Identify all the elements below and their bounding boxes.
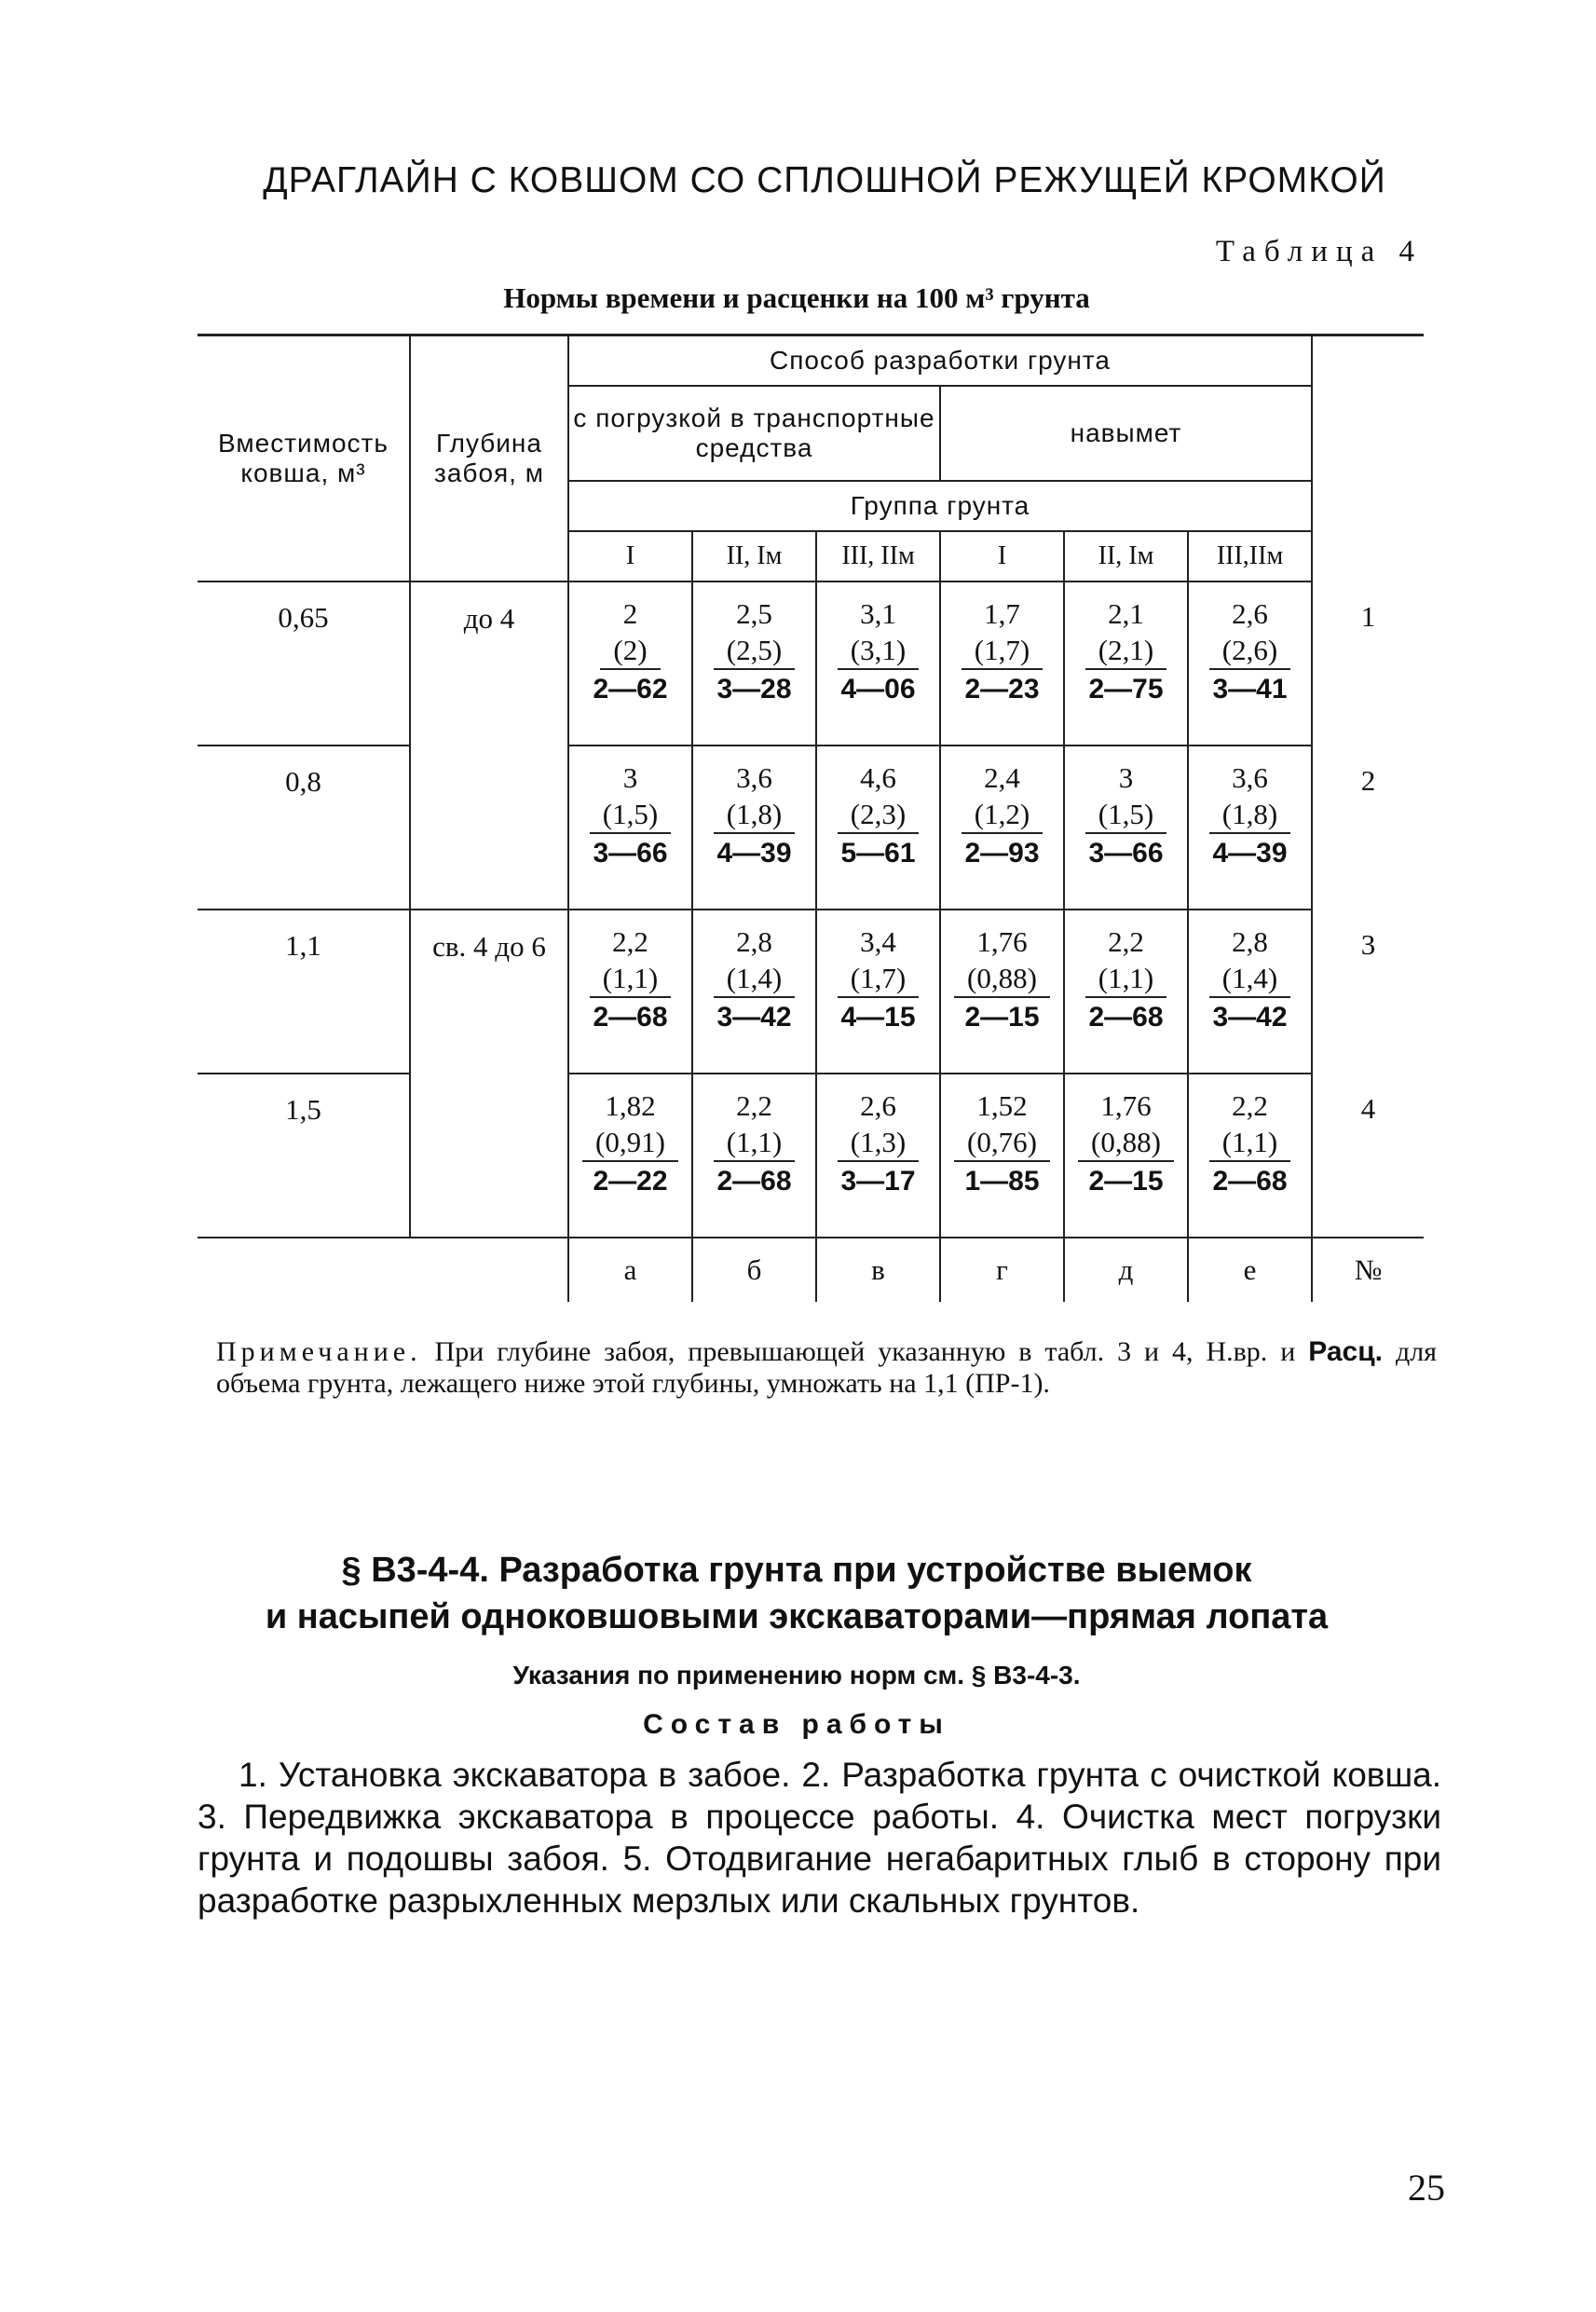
time-norm: 2,2 xyxy=(612,925,648,958)
price-value: 1—85 xyxy=(964,1166,1040,1197)
work-composition xyxy=(198,1754,1441,1922)
header-with-loading: с погрузкой в транспортные средства xyxy=(568,386,940,481)
price-value: 2—68 xyxy=(1212,1166,1288,1197)
price-value: 4—06 xyxy=(840,674,916,705)
time-norm: 1,76 xyxy=(1100,1089,1152,1122)
table-number: Таблица 4 xyxy=(1215,235,1423,268)
note-text-2: для объема грунта, лежащего ниже этой глубины, умножать на 1,1 (ПР-1). xyxy=(216,1336,1437,1399)
header-depth: Глубина забоя, м xyxy=(410,335,568,582)
value-cell xyxy=(692,910,816,1074)
price-value: 2—15 xyxy=(1088,1166,1164,1197)
time-norm-machinist: (2) xyxy=(600,633,660,670)
time-norm-machinist: (1,1) xyxy=(714,1125,795,1162)
price-value: 4—39 xyxy=(716,838,792,869)
header-group-1: II, Iм xyxy=(692,531,816,581)
time-norm: 4,6 xyxy=(860,761,896,794)
header-method: Способ разработки грунта xyxy=(568,335,1312,387)
price-value: 2—68 xyxy=(1088,1002,1164,1033)
time-norm-machinist: (1,1) xyxy=(1209,1125,1290,1162)
value-cell xyxy=(692,1074,816,1238)
paragraph-title xyxy=(186,1547,1407,1640)
time-norm-machinist: (2,6) xyxy=(1209,633,1290,670)
value-cell xyxy=(1064,910,1188,1074)
letters-row xyxy=(198,1238,1424,1302)
value-cell xyxy=(816,746,940,910)
time-norm: 2,5 xyxy=(736,597,772,630)
price-value: 3—17 xyxy=(840,1166,916,1197)
value-cell xyxy=(1188,581,1312,746)
table-row xyxy=(198,1074,1424,1238)
price-value: 2—68 xyxy=(716,1166,792,1197)
page-number: 25 xyxy=(1408,2167,1445,2209)
header-num-blank xyxy=(1312,335,1424,582)
time-norm: 2,8 xyxy=(1232,925,1268,958)
time-norm-machinist: (0,88) xyxy=(954,961,1050,998)
price-value: 3—41 xyxy=(1212,674,1288,705)
note-rasc: Расц. xyxy=(1308,1336,1384,1367)
column-letter: е xyxy=(1188,1238,1312,1302)
row-number: 4 xyxy=(1312,1074,1424,1238)
time-norm: 2,6 xyxy=(860,1089,896,1122)
time-norm-machinist: (1,5) xyxy=(590,797,671,834)
time-norm: 1,82 xyxy=(605,1089,656,1122)
note-nvr: Н.вр. xyxy=(1206,1336,1268,1367)
header-capacity: Вместимость ковша, м³ xyxy=(198,335,410,582)
time-norm-machinist: (1,1) xyxy=(590,961,671,998)
price-value: 2—68 xyxy=(593,1002,668,1033)
time-norm-machinist: (1,4) xyxy=(1209,961,1290,998)
value-cell xyxy=(816,910,940,1074)
time-norm-machinist: (1,7) xyxy=(962,633,1043,670)
time-norm-machinist: (1,8) xyxy=(1209,797,1290,834)
price-value: 3—42 xyxy=(1212,1002,1288,1033)
price-value: 2—22 xyxy=(593,1166,668,1197)
value-cell xyxy=(816,581,940,746)
time-norm-machinist: (2,1) xyxy=(1085,633,1166,670)
header-group-5: III,IIм xyxy=(1188,531,1312,581)
value-cell xyxy=(1064,1074,1188,1238)
time-norm-machinist: (1,2) xyxy=(962,797,1043,834)
row-capacity: 1,1 xyxy=(198,910,410,1074)
time-norm: 3,6 xyxy=(736,761,772,794)
note-and: и xyxy=(1267,1336,1309,1367)
row-number: 1 xyxy=(1312,581,1424,746)
value-cell xyxy=(1188,746,1312,910)
time-norm: 3 xyxy=(1118,761,1134,794)
time-norm: 3,1 xyxy=(860,597,896,630)
price-value: 3—66 xyxy=(593,838,668,869)
column-letter: д xyxy=(1064,1238,1188,1302)
time-norm: 2,4 xyxy=(984,761,1020,794)
row-number: 2 xyxy=(1312,746,1424,910)
value-cell xyxy=(816,1074,940,1238)
column-letter: в xyxy=(816,1238,940,1302)
note-text-1: При глубине забоя, превышающей указанную в табл. 3 и 4, xyxy=(421,1336,1207,1367)
table-body xyxy=(198,581,1424,1302)
value-cell xyxy=(1064,746,1188,910)
value-cell xyxy=(692,581,816,746)
time-norm-machinist: (1,3) xyxy=(838,1125,919,1162)
time-norm: 2,8 xyxy=(736,925,772,958)
time-norm: 2,2 xyxy=(1232,1089,1268,1122)
value-cell xyxy=(1064,581,1188,746)
instructions-line: Указания по применению норм см. § В3-4-3. xyxy=(512,1661,1081,1690)
paragraph-title-line-1: § В3-4-4. Разработка грунта при устройстве выемок xyxy=(341,1551,1252,1590)
value-cell xyxy=(568,1074,692,1238)
work-heading: Состав работы xyxy=(643,1709,950,1740)
time-norm-machinist: (0,76) xyxy=(954,1125,1050,1162)
time-norm-machinist: (1,8) xyxy=(714,797,795,834)
time-norm: 1,76 xyxy=(976,925,1028,958)
table-row xyxy=(198,910,1424,1074)
column-letter: а xyxy=(568,1238,692,1302)
value-cell xyxy=(1188,1074,1312,1238)
value-cell xyxy=(940,910,1064,1074)
time-norm: 1,7 xyxy=(984,597,1020,630)
table-row xyxy=(198,581,1424,746)
price-value: 3—66 xyxy=(1088,838,1164,869)
header-cast: навымет xyxy=(940,386,1312,481)
table-note xyxy=(216,1336,1437,1400)
time-norm: 3,4 xyxy=(860,925,896,958)
row-capacity: 0,8 xyxy=(198,746,410,910)
section-header: ДРАГЛАЙН С КОВШОМ СО СПЛОШНОЙ РЕЖУЩЕЙ КРОМКОЙ xyxy=(263,160,1386,200)
letters-blank xyxy=(198,1238,568,1302)
header-group-4: II, Iм xyxy=(1064,531,1188,581)
paragraph-title-line-2: и насыпей одноковшовыми экскаваторами—прямая лопата xyxy=(265,1597,1329,1636)
price-value: 2—75 xyxy=(1088,674,1164,705)
time-norm-machinist: (3,1) xyxy=(838,633,919,670)
note-label: Примечание. xyxy=(216,1336,422,1367)
value-cell xyxy=(568,910,692,1074)
price-value: 2—62 xyxy=(593,674,668,705)
row-number: 3 xyxy=(1312,910,1424,1074)
row-capacity: 1,5 xyxy=(198,1074,410,1238)
price-value: 4—39 xyxy=(1212,838,1288,869)
value-cell xyxy=(940,1074,1064,1238)
price-value: 3—28 xyxy=(716,674,792,705)
price-value: 2—15 xyxy=(964,1002,1040,1033)
row-depth: св. 4 до 6 xyxy=(410,910,568,1238)
value-cell xyxy=(940,746,1064,910)
row-capacity: 0,65 xyxy=(198,581,410,746)
time-norm: 2,2 xyxy=(1108,925,1144,958)
time-norm-machinist: (2,3) xyxy=(838,797,919,834)
norms-table xyxy=(198,334,1424,1302)
time-norm-machinist: (1,5) xyxy=(1085,797,1166,834)
row-depth: до 4 xyxy=(410,581,568,910)
price-value: 5—61 xyxy=(840,838,916,869)
time-norm: 2,1 xyxy=(1108,597,1144,630)
time-norm: 2 xyxy=(622,597,638,630)
price-value: 4—15 xyxy=(840,1002,916,1033)
header-group-0: I xyxy=(568,531,692,581)
price-value: 2—93 xyxy=(964,838,1040,869)
time-norm: 2,6 xyxy=(1232,597,1268,630)
table-caption: Нормы времени и расценки на 100 м³ грунта xyxy=(503,281,1090,314)
price-value: 2—23 xyxy=(964,674,1040,705)
time-norm: 3 xyxy=(622,761,638,794)
time-norm-machinist: (1,7) xyxy=(838,961,919,998)
time-norm: 2,2 xyxy=(736,1089,772,1122)
time-norm-machinist: (0,91) xyxy=(582,1125,678,1162)
value-cell xyxy=(568,746,692,910)
time-norm-machinist: (0,88) xyxy=(1078,1125,1174,1162)
column-letter: б xyxy=(692,1238,816,1302)
time-norm: 1,52 xyxy=(976,1089,1028,1122)
time-norm-machinist: (2,5) xyxy=(714,633,795,670)
work-text: 1. Установка экскаватора в забое. 2. Разработка грунта с очисткой ковша. 3. Передвижка экскаватора в процессе работы. 4. Очистка мест погрузки грунта и подошвы забоя. 5. Отодвигание негабаритных глыб в сторону при разработке разрыхленных мерзлых или скальных грунтов. xyxy=(198,1756,1441,1920)
time-norm-machinist: (1,4) xyxy=(714,961,795,998)
header-group-2: III, IIм xyxy=(816,531,940,581)
price-value: 3—42 xyxy=(716,1002,792,1033)
header-soil-group: Группа грунта xyxy=(568,481,1312,531)
value-cell xyxy=(1188,910,1312,1074)
value-cell xyxy=(568,581,692,746)
table-row xyxy=(198,746,1424,910)
column-letter: № xyxy=(1312,1238,1424,1302)
time-norm-machinist: (1,1) xyxy=(1085,961,1166,998)
column-letter: г xyxy=(940,1238,1064,1302)
header-group-3: I xyxy=(940,531,1064,581)
value-cell xyxy=(940,581,1064,746)
time-norm: 3,6 xyxy=(1232,761,1268,794)
value-cell xyxy=(692,746,816,910)
